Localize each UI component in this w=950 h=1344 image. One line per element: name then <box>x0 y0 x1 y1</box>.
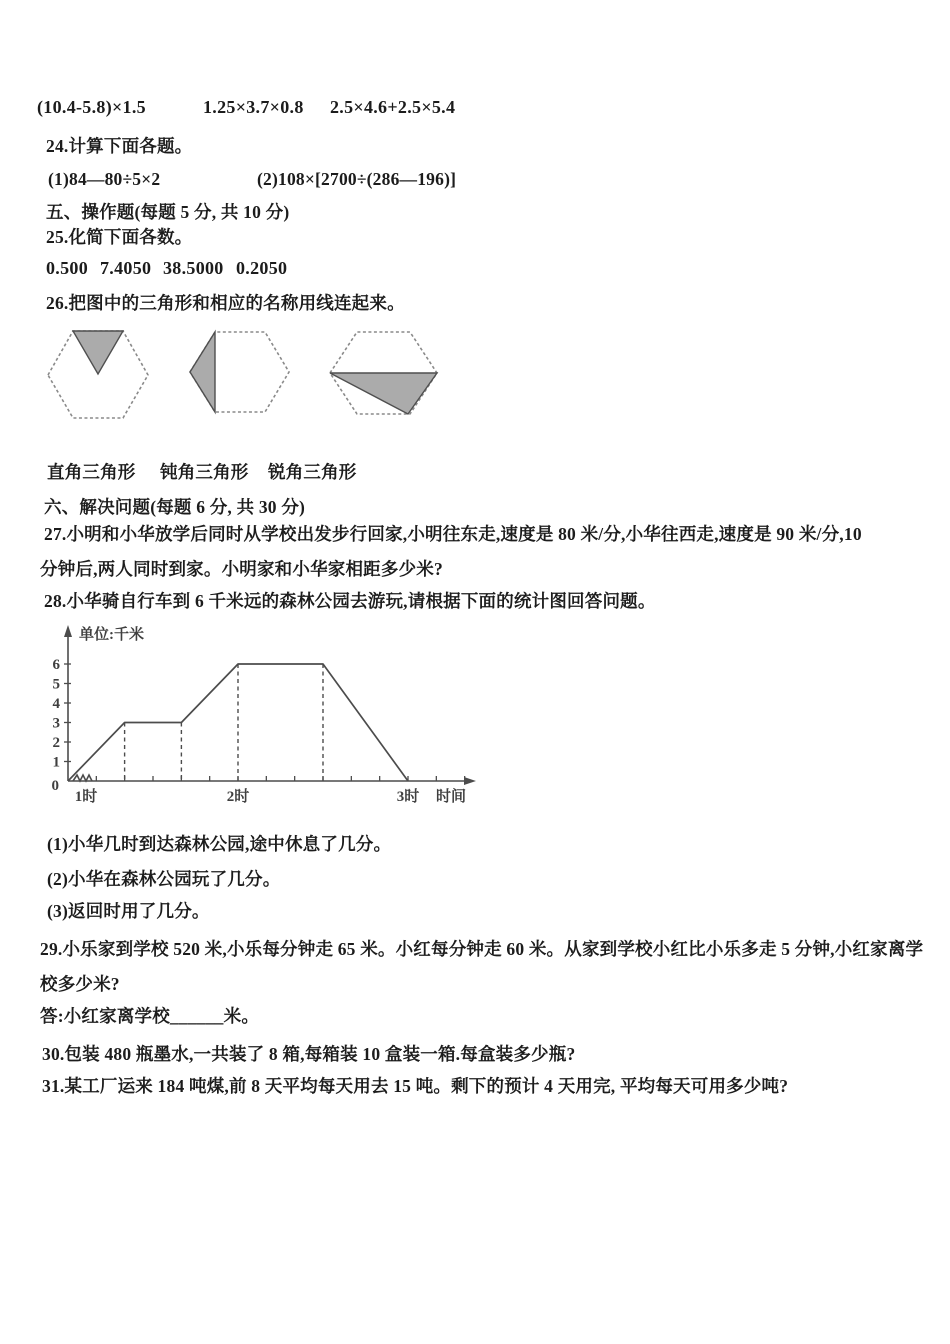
q26-title: 26.把图中的三角形和相应的名称用线连起来。 <box>46 293 405 313</box>
shaded-triangle-3 <box>330 373 437 414</box>
y-tick-label: 3 <box>52 715 60 732</box>
calc-expression-2: 1.25×3.7×0.8 <box>203 97 304 117</box>
calc-expression-1: (10.4-5.8)×1.5 <box>37 97 146 117</box>
axis-squiggle <box>73 775 92 781</box>
q25-number-4: 0.2050 <box>236 258 288 278</box>
shaded-triangle-1 <box>73 331 123 374</box>
time-axis-label: 时间 <box>435 789 467 805</box>
calc-expression-3: 2.5×4.6+2.5×5.4 <box>330 97 456 117</box>
chart-unit-label: 单位:千米 <box>79 627 144 643</box>
q30-text: 30.包装 480 瓶墨水,一共装了 8 箱,每箱装 10 盒装一箱.每盒装多少瓶? <box>42 1044 576 1064</box>
section-5-heading: 五、操作题(每题 5 分, 共 10 分) <box>46 202 290 222</box>
y-axis-arrow <box>64 625 72 637</box>
y-tick-label: 1 <box>52 754 60 771</box>
hexagon-figure-2 <box>190 332 289 412</box>
triangle-name-obtuse: 钝角三角形 <box>160 462 249 482</box>
shaded-triangle-2 <box>190 332 215 412</box>
x-tick-label: 1时 <box>74 789 98 805</box>
trip-line-plot <box>52 657 465 805</box>
hexagon-triangle-figures <box>30 322 460 422</box>
q29-text-line-1: 29.小乐家到学校 520 米,小乐每分钟走 65 米。小红每分钟走 60 米。从家到学校小红比小乐多走 5 分钟,小红家离学 <box>40 939 924 959</box>
q25-number-3: 38.5000 <box>163 258 224 278</box>
q29-text-line-2: 校多少米? <box>40 974 120 994</box>
q28-sub-1: (1)小华几时到达森林公园,途中休息了几分。 <box>47 834 392 854</box>
q31-text: 31.某工厂运来 184 吨煤,前 8 天平均每天用去 15 吨。剩下的预计 4 天用完, 平均每天可用多少吨? <box>42 1076 789 1096</box>
triangle-name-right: 直角三角形 <box>47 462 136 482</box>
q25-number-1: 0.500 <box>46 258 88 278</box>
q28-sub-3: (3)返回时用了几分。 <box>47 901 210 921</box>
q25-title: 25.化简下面各数。 <box>46 227 193 247</box>
section-6-heading: 六、解决问题(每题 6 分, 共 30 分) <box>44 497 306 517</box>
triangle-name-acute: 锐角三角形 <box>268 462 357 482</box>
q25-number-2: 7.4050 <box>100 258 152 278</box>
y-tick-label: 2 <box>52 735 60 751</box>
q27-text-line-2: 分钟后,两人同时到家。小明家和小华家相距多少米? <box>40 559 443 579</box>
q29-answer-line: 答:小红家离学校______米。 <box>40 1006 260 1026</box>
q27-text-line-1: 27.小明和小华放学后同时从学校出发步行回家,小明往东走,速度是 80 米/分,小华往西走,速度是 90 米/分,10 <box>44 524 862 544</box>
y-tick-label: 5 <box>52 676 60 693</box>
hexagon-figure-1 <box>48 331 148 418</box>
y-origin-label: 0 <box>51 778 59 794</box>
trip-distance-chart <box>35 620 485 815</box>
q24-part-2: (2)108×[2700÷(286—196)] <box>257 169 457 189</box>
x-tick-label: 2时 <box>226 789 250 805</box>
hexagon-figure-3 <box>330 332 437 414</box>
q24-part-1: (1)84—80÷5×2 <box>48 169 161 189</box>
q24-title: 24.计算下面各题。 <box>46 136 193 156</box>
x-axis-arrow <box>464 777 476 785</box>
y-tick-label: 4 <box>52 696 60 712</box>
x-tick-label: 3时 <box>396 789 420 805</box>
q28-sub-2: (2)小华在森林公园玩了几分。 <box>47 869 281 889</box>
q28-title: 28.小华骑自行车到 6 千米远的森林公园去游玩,请根据下面的统计图回答问题。 <box>44 591 656 611</box>
y-tick-label: 6 <box>52 657 60 673</box>
